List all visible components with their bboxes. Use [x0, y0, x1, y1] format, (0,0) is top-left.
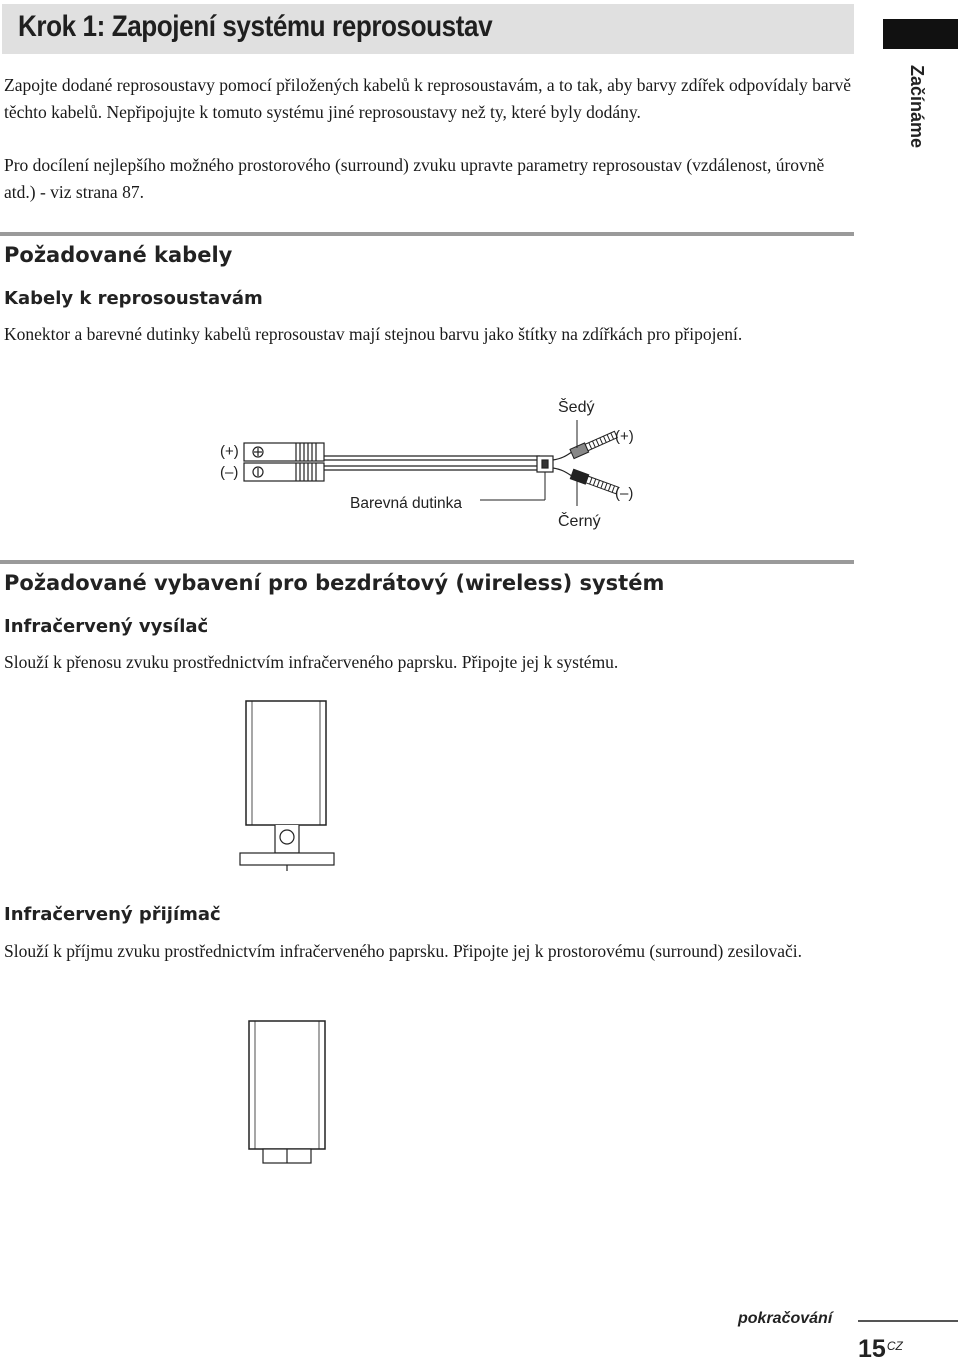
page-number-suffix: CZ	[886, 1339, 903, 1353]
section-divider-wireless	[0, 560, 854, 564]
cable-connector-plugs	[244, 443, 324, 481]
section-divider-cables	[0, 232, 854, 236]
label-grey: Šedý	[558, 399, 595, 416]
receiver-description: Slouží k příjmu zvuku prostřednictvím infračerveného paprsku. Připojte jej k prostorovému (surround) zesilovači.	[4, 941, 803, 961]
page-number-value: 15	[858, 1335, 886, 1363]
label-minus-left: (–)	[220, 464, 239, 481]
cables-subheading: Kabely k reprosoustavám	[4, 288, 263, 309]
transmitter-description: Slouží k přenosu zvuku prostřednictvím infračerveného paprsku. Připojte jej k systému.	[4, 652, 619, 672]
receiver-heading: Infračervený přijímač	[4, 904, 221, 925]
intro-paragraph-1: Zapojte dodané reprosoustavy pomocí přiložených kabelů k reprosoustavám, a to tak, aby barvy zdířek odpovídaly barvě těchto kabelů. Nepřipojujte k tomuto systému jiné reprosoustavy než ty, které byly dodány.	[4, 75, 852, 122]
wireless-heading: Požadované vybavení pro bezdrátový (wireless) systém	[4, 571, 665, 595]
intro-paragraph-2: Pro docílení nejlepšího možného prostorového (surround) zvuku upravte parametry reprosoustav (vzdálenost, úrovně atd.) - viz strana 87.	[4, 155, 825, 202]
ir-transmitter-illustration	[230, 695, 340, 885]
cable-body	[324, 456, 540, 470]
label-black: Černý	[558, 513, 601, 530]
continued-label: pokračování	[738, 1310, 833, 1327]
cables-description: Konektor a barevné dutinky kabelů reprosoustav mají stejnou barvu jako štítky na zdířkách pro připojení.	[4, 324, 743, 344]
section-tab-marker	[883, 19, 958, 49]
colored-sleeve	[537, 456, 553, 472]
speaker-cable-diagram	[0, 380, 860, 550]
label-minus-right: (–)	[615, 485, 634, 502]
transmitter-heading: Infračervený vysílač	[4, 616, 209, 637]
label-colored-sleeve: Barevná dutinka	[350, 495, 463, 512]
black-terminal	[570, 469, 619, 495]
page-number	[858, 1335, 903, 1364]
label-plus-right: (+)	[615, 428, 634, 445]
cables-heading: Požadované kabely	[4, 243, 233, 267]
continued-rule	[858, 1320, 958, 1322]
page-title: Krok 1: Zapojení systému reprosoustav	[18, 10, 493, 43]
ir-receiver-illustration	[235, 1015, 335, 1175]
section-tab-label: Začínáme	[907, 65, 927, 149]
label-plus-left: (+)	[220, 443, 239, 460]
diagram-leader-lines	[480, 420, 577, 506]
